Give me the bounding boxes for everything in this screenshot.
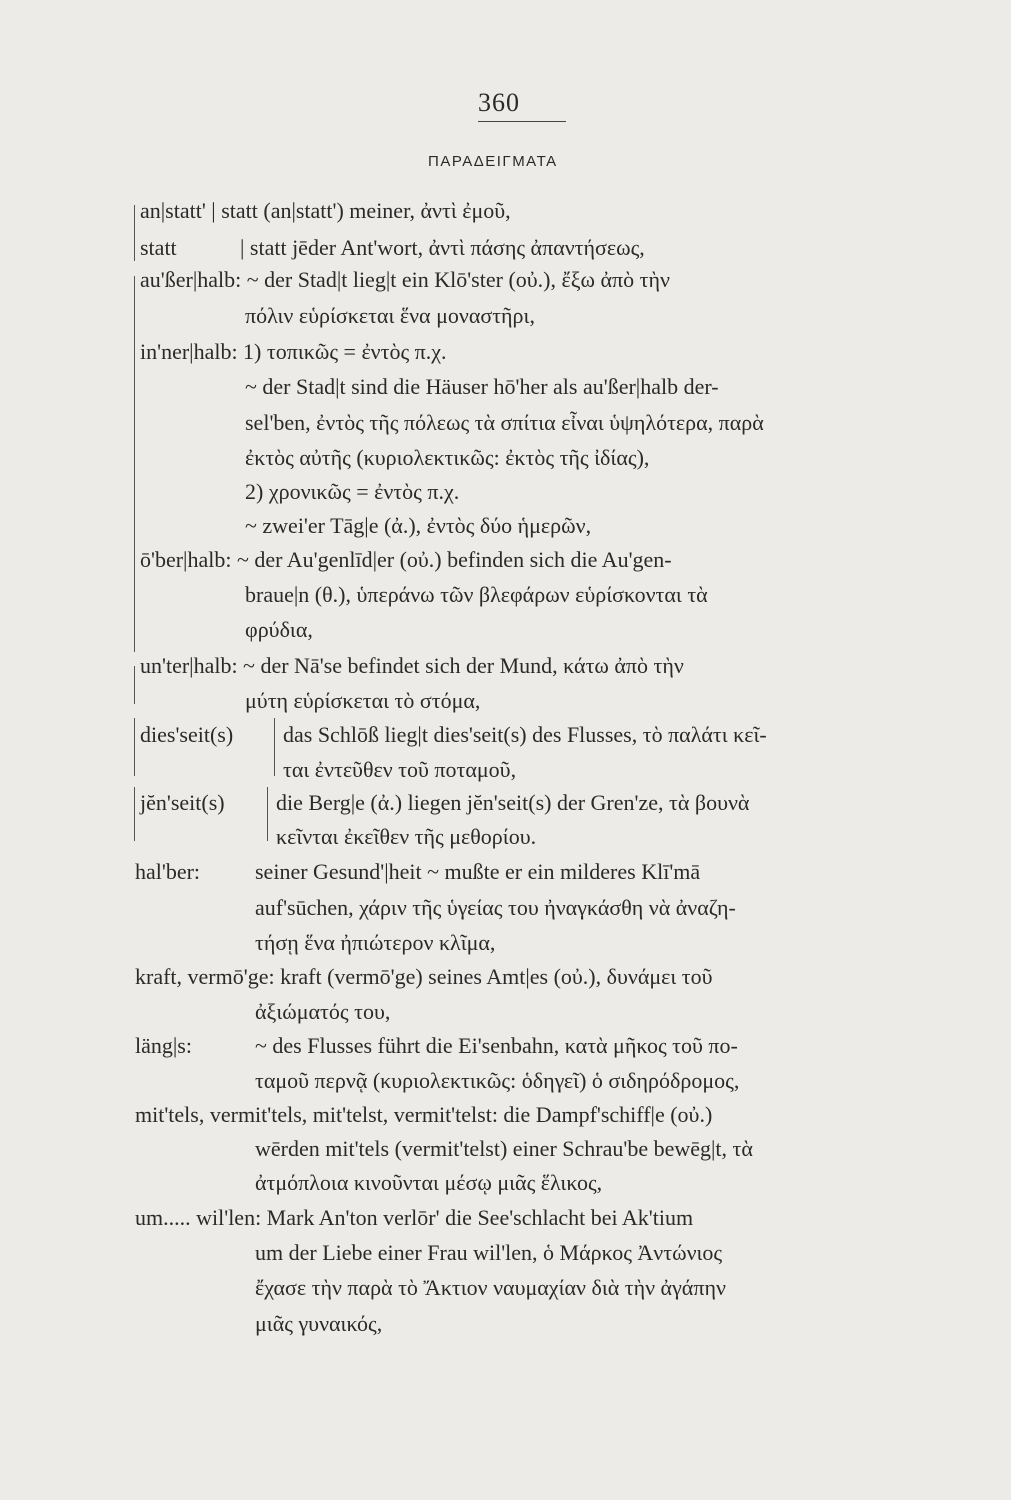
text-line: ō'ber|halb: ~ der Au'genlīd|er (οὐ.) befinden sich die Au'gen- — [140, 547, 672, 572]
text-line: um..... wil'len: Mark An'ton verlōr' die See'schlacht bei Ak'tium — [135, 1205, 694, 1230]
text-line: φρύδια, — [245, 617, 313, 642]
text-line: ~ zwei'er Tāg|e (ἀ.), ἐντὸς δύο ἡμερῶν, — [245, 513, 592, 538]
text-line: statt — [140, 235, 177, 260]
text-line: an|statt' | statt (an|statt') meiner, ἀντὶ ἐμοῦ, — [140, 198, 511, 223]
text-line: κεῖνται ἐκεῖθεν τῆς μεθορίου. — [276, 824, 537, 849]
text-line: jĕn'seit(s) — [140, 790, 225, 815]
text-line: ται ἐντεῦθεν τοῦ ποταμοῦ, — [283, 757, 517, 782]
bracket-jenseits — [134, 787, 135, 841]
text-line: ἀξιώματός του, — [255, 999, 391, 1024]
text-line: ἐκτὸς αὐτῆς (κυριολεκτικῶς: ἐκτὸς τῆς ἰδίας), — [245, 445, 650, 470]
bracket-diesseits-right — [274, 718, 275, 776]
bracket-unterhalb — [134, 666, 135, 704]
text-line: ~ des Flusses führt die Ei'senbahn, κατὰ μῆκος τοῦ πο- — [255, 1033, 738, 1058]
text-line: hal'ber: — [135, 859, 201, 884]
text-line: dies'seit(s) — [140, 722, 234, 747]
running-head: ΠΑΡΑΔΕΙΓΜΑΤΑ — [428, 153, 558, 170]
bracket-anstatt — [134, 205, 135, 261]
page-number: 360 — [478, 88, 520, 117]
page-number-rule — [478, 121, 566, 122]
text-line: das Schlōß lieg|t dies'seit(s) des Flusses, τὸ παλάτι κεῖ- — [283, 722, 767, 747]
bracket-diesseits — [134, 718, 135, 776]
text-line: μύτη εὑρίσκεται τὸ στόμα, — [245, 688, 481, 713]
text-line: au'ßer|halb: ~ der Stad|t lieg|t ein Klō'ster (οὐ.), ἔξω ἀπὸ τὴν — [140, 267, 670, 292]
text-line: | statt jēder Ant'wort, ἀντὶ πάσης ἀπαντήσεως, — [240, 235, 645, 260]
text-line: ~ der Stad|t sind die Häuser hō'her als au'ßer|halb der- — [245, 374, 719, 399]
text-line: wērden mit'tels (vermit'telst) einer Schrau'be bewēg|t, τὰ — [255, 1136, 753, 1161]
text-line: seiner Gesund'|heit ~ mußte er ein milderes Klī'mā — [255, 859, 701, 884]
text-line: μιᾶς γυναικός, — [255, 1311, 383, 1336]
text-line: un'ter|halb: ~ der Nā'se befindet sich der Mund, κάτω ἀπὸ τὴν — [140, 653, 684, 678]
text-line: die Berg|e (ἀ.) liegen jĕn'seit(s) der Gren'ze, τὰ βουνὰ — [276, 790, 750, 815]
text-line: ταμοῦ περνᾷ (κυριολεκτικῶς: ὁδηγεῖ) ὁ σιδηρόδρομος, — [255, 1068, 740, 1093]
text-line: ἀτμόπλοια κινοῦνται μέσῳ μιᾶς ἕλικος, — [255, 1170, 603, 1195]
bracket-jenseits-right — [267, 787, 268, 841]
text-line: läng|s: — [135, 1033, 192, 1058]
text-line: mit'tels, vermit'tels, mit'telst, vermit'telst: die Dampf'schiff|e (οὐ.) — [135, 1102, 713, 1127]
text-line: kraft, vermō'ge: kraft (vermō'ge) seines Amt|es (οὐ.), δυνάμει τοῦ — [135, 964, 713, 989]
text-line: ἔχασε τὴν παρὰ τὸ Ἄκτιον ναυμαχίαν διὰ τὴν ἀγάπην — [255, 1275, 726, 1300]
text-line: τήσῃ ἕνα ἠπιώτερον κλῖμα, — [255, 930, 496, 955]
text-line: auf'sūchen, χάριν τῆς ὑγείας του ἠναγκάσθη νὰ ἀναζη- — [255, 895, 736, 920]
bracket-ausserhalb — [134, 276, 135, 652]
text-line: braue|n (θ.), ὑπεράνω τῶν βλεφάρων εὑρίσκονται τὰ — [245, 582, 708, 607]
text-line: sel'ben, ἐντὸς τῆς πόλεως τὰ σπίτια εἶναι ὑψηλότερα, παρὰ — [245, 410, 764, 435]
text-line: in'ner|halb: 1) τοπικῶς = ἐντὸς π.χ. — [140, 339, 447, 364]
text-line: 2) χρονικῶς = ἐντὸς π.χ. — [245, 479, 460, 504]
text-line: πόλιν εὑρίσκεται ἕνα μοναστῆρι, — [245, 303, 535, 328]
text-line: um der Liebe einer Frau wil'len, ὁ Μάρκος Ἀντώνιος — [255, 1240, 723, 1265]
